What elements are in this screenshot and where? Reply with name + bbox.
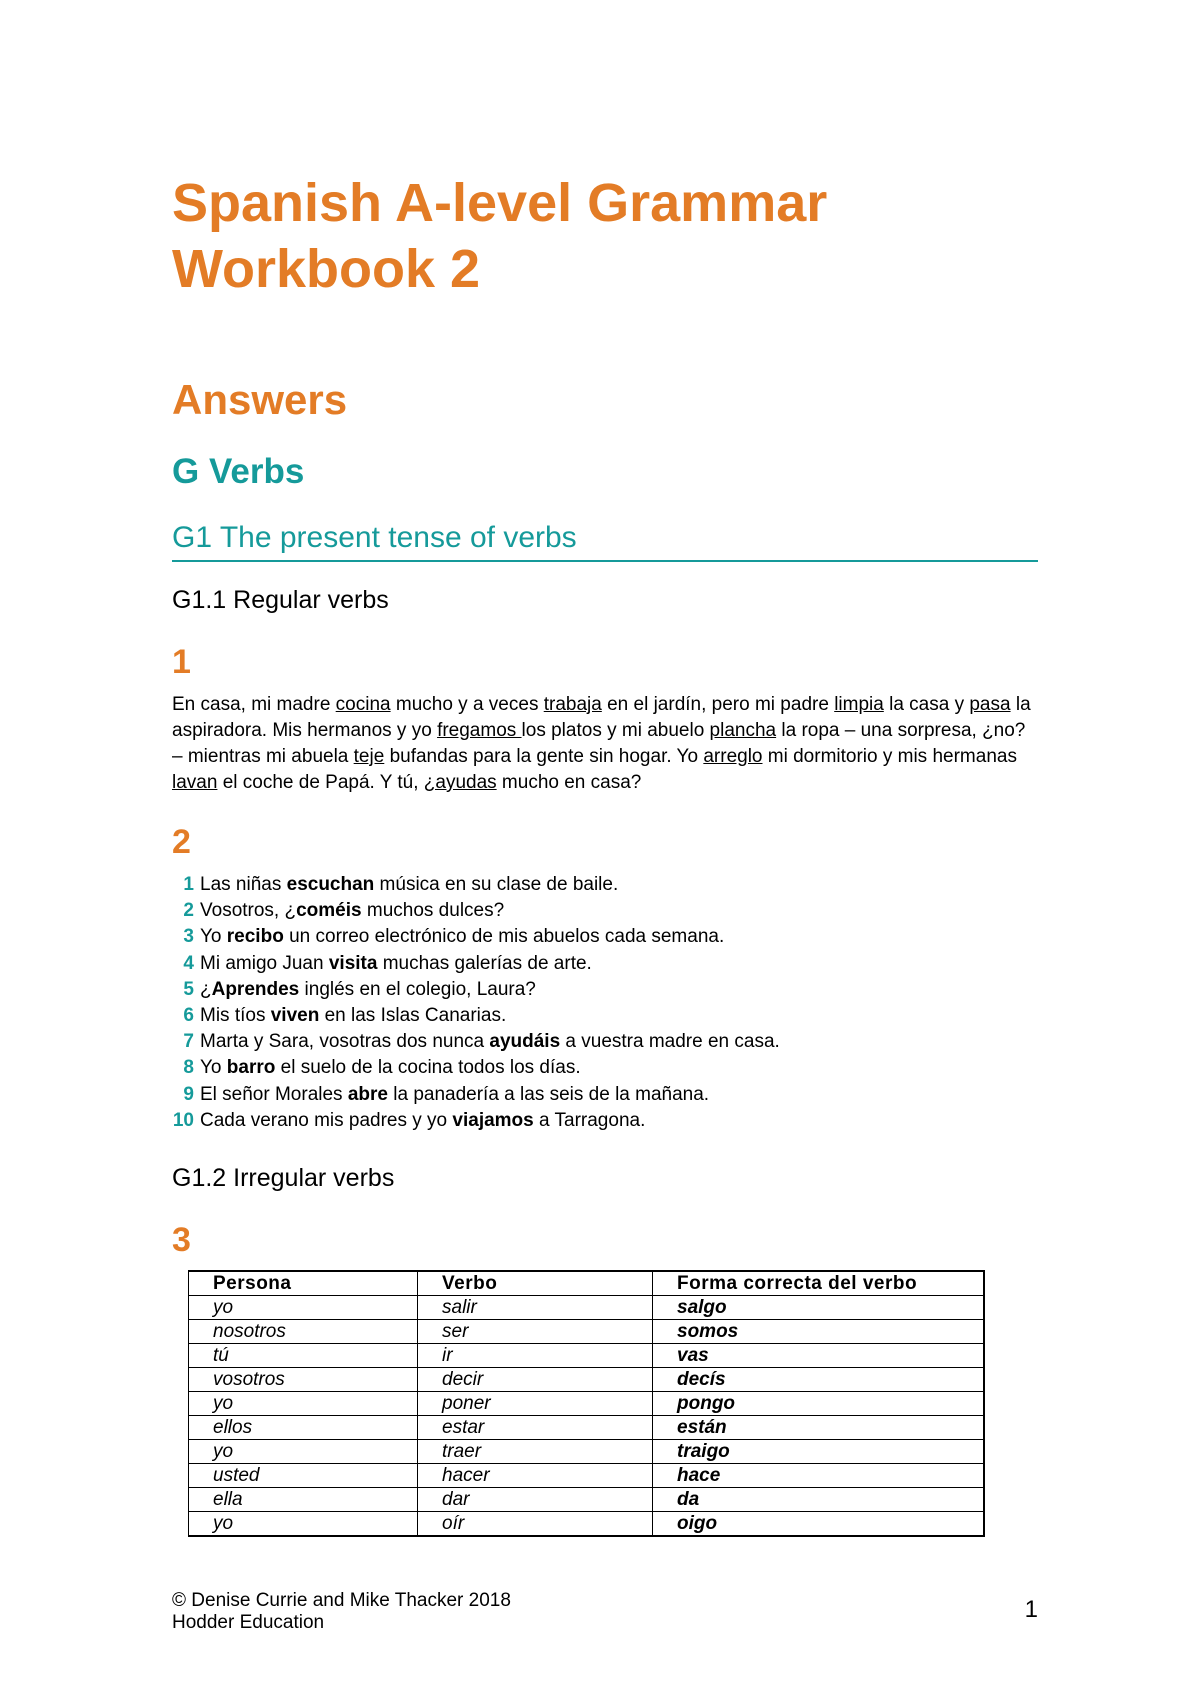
paragraph-text: en el jardín, pero mi padre [601, 694, 835, 715]
list-item-text: Cada verano mis padres y yo [200, 1109, 453, 1131]
table-header-cell: Persona [189, 1271, 418, 1296]
list-item-number: 8 [183, 1057, 194, 1079]
answer-verb: viven [270, 1004, 320, 1026]
table-row [189, 1368, 985, 1392]
list-item-text: muchos dulces? [361, 900, 505, 922]
table-row [189, 1320, 985, 1344]
list-item [164, 898, 1038, 924]
list-item-text: Las niñas [200, 874, 287, 895]
paragraph-text: mucho y a veces [390, 694, 544, 715]
footer-copyright: © Denise Currie and Mike Thacker 2018 [172, 1590, 511, 1611]
list-item-text: Mi amigo Juan [200, 952, 329, 974]
list-item-number: 9 [183, 1083, 194, 1105]
paragraph-text: los platos y mi abuelo [521, 720, 710, 741]
paragraph-text: el coche de Papá. Y tú, [217, 772, 424, 793]
answer-verb: barro [226, 1057, 276, 1079]
list-item [164, 1108, 1038, 1134]
forma-correcta-cell: oigo [653, 1512, 985, 1537]
table-header-cell: Verbo [418, 1271, 653, 1296]
exercise-1-number: 1 [172, 643, 191, 681]
verbo-cell: ir [418, 1344, 653, 1368]
list-item [164, 1055, 1038, 1081]
answer-verb: viajamos [452, 1109, 534, 1131]
paragraph-text: la casa y [883, 694, 970, 715]
page [172, 0, 1038, 1696]
exercise-1-answer-paragraph [172, 692, 1038, 796]
list-item-number: 6 [183, 1004, 194, 1026]
list-item [164, 1029, 1038, 1055]
paragraph-text: bufandas para la gente sin hogar. Yo [384, 746, 704, 767]
list-item-text: Vosotros, ¿ [200, 900, 297, 922]
list-item-text: Marta y Sara, vosotras dos nunca [200, 1031, 490, 1053]
underlined-verb: trabaja [543, 694, 602, 715]
list-item-text: el suelo de la cocina todos los días. [275, 1057, 581, 1079]
list-item [164, 977, 1038, 1003]
exercise-3-number: 3 [172, 1221, 191, 1259]
underlined-verb: cocina [335, 694, 391, 715]
list-item-text: ¿ [200, 978, 212, 1000]
footer [172, 1590, 511, 1634]
forma-correcta-cell: pongo [653, 1392, 985, 1416]
answer-verb: coméis [296, 900, 362, 922]
forma-correcta-cell: da [653, 1488, 985, 1512]
answer-verb: abre [347, 1083, 388, 1105]
title-line-2: Workbook 2 [172, 239, 481, 299]
table-row [189, 1416, 985, 1440]
list-item-text: El señor Morales [200, 1083, 348, 1105]
list-item-text: muchas galerías de arte. [377, 952, 592, 974]
page-number: 1 [1024, 1596, 1038, 1623]
underlined-verb: arreglo [703, 746, 763, 767]
verbo-cell: ser [418, 1320, 653, 1344]
verbo-cell: salir [418, 1296, 653, 1320]
title-line-1: Spanish A-level Grammar [172, 173, 828, 233]
list-item-text: a Tarragona. [533, 1109, 646, 1131]
paragraph-text: mucho en casa? [496, 772, 642, 793]
verbo-cell: dar [418, 1488, 653, 1512]
persona-cell: nosotros [189, 1320, 418, 1344]
persona-cell: vosotros [189, 1368, 418, 1392]
paragraph-text: la aspiradora. Mis hermanos y yo [172, 694, 1031, 741]
persona-cell: ella [189, 1488, 418, 1512]
list-item-text: inglés en el colegio, Laura? [299, 978, 536, 1000]
answer-verb: visita [328, 952, 378, 974]
verbo-cell: hacer [418, 1464, 653, 1488]
verbo-cell: oír [418, 1512, 653, 1537]
list-item-text: la panadería a las seis de la mañana. [387, 1083, 710, 1105]
answer-verb: ayudáis [489, 1031, 561, 1053]
list-item-number: 4 [183, 952, 194, 974]
paragraph-text: En casa, mi madre [172, 694, 336, 715]
underlined-verb: ¿ayudas [423, 772, 497, 793]
list-item [164, 1082, 1038, 1108]
section-heading: G Verbs [172, 452, 305, 491]
exercise-2-answer-list [164, 872, 1038, 1134]
forma-correcta-cell: hace [653, 1464, 985, 1488]
persona-cell: yo [189, 1296, 418, 1320]
forma-correcta-cell: somos [653, 1320, 985, 1344]
answers-heading: Answers [172, 376, 348, 423]
persona-cell: yo [189, 1440, 418, 1464]
list-item [164, 951, 1038, 977]
table-row [189, 1296, 985, 1320]
underlined-verb: lavan [172, 772, 218, 793]
underlined-verb: teje [353, 746, 385, 767]
table-header-cell: Forma correcta del verbo [653, 1271, 985, 1296]
persona-cell: usted [189, 1464, 418, 1488]
list-item [164, 1003, 1038, 1029]
answer-verb: Aprendes [211, 978, 300, 1000]
paragraph-text: mi dormitorio y mis hermanas [762, 746, 1017, 767]
table-row [189, 1344, 985, 1368]
underlined-verb: plancha [709, 720, 777, 741]
list-item-number: 1 [183, 874, 194, 895]
list-item [164, 924, 1038, 950]
list-item-number: 5 [183, 978, 194, 1000]
table-row [189, 1488, 985, 1512]
list-item-text: a vuestra madre en casa. [560, 1031, 780, 1053]
persona-cell: yo [189, 1512, 418, 1537]
list-item-text: un correo electrónico de mis abuelos cada semana. [283, 926, 725, 948]
list-item-number: 3 [183, 926, 194, 948]
verbo-cell: traer [418, 1440, 653, 1464]
forma-correcta-cell: están [653, 1416, 985, 1440]
verbo-cell: decir [418, 1368, 653, 1392]
exercise-3-verb-table [188, 1270, 985, 1537]
table-row [189, 1440, 985, 1464]
list-item-number: 2 [183, 900, 194, 922]
verbo-cell: poner [418, 1392, 653, 1416]
forma-correcta-cell: vas [653, 1344, 985, 1368]
table-row [189, 1392, 985, 1416]
footer-publisher: Hodder Education [172, 1612, 325, 1633]
list-item-text: Mis tíos [200, 1004, 271, 1026]
table-row [189, 1464, 985, 1488]
answer-verb: recibo [226, 926, 284, 948]
verbo-cell: estar [418, 1416, 653, 1440]
underlined-verb: fregamos [437, 720, 522, 741]
subheading-irregular-verbs: G1.2 Irregular verbs [172, 1164, 395, 1192]
persona-cell: tú [189, 1344, 418, 1368]
list-item-text: en las Islas Canarias. [319, 1004, 507, 1026]
list-item [164, 872, 1038, 898]
exercise-2-number: 2 [172, 823, 191, 861]
forma-correcta-cell: decís [653, 1368, 985, 1392]
document-title [172, 170, 827, 302]
subsection-heading: G1 The present tense of verbs [172, 518, 1038, 562]
subheading-regular-verbs: G1.1 Regular verbs [172, 586, 389, 614]
list-item-number: 7 [183, 1031, 194, 1053]
forma-correcta-cell: salgo [653, 1296, 985, 1320]
persona-cell: yo [189, 1392, 418, 1416]
underlined-verb: pasa [969, 694, 1011, 715]
underlined-verb: limpia [834, 694, 884, 715]
list-item-text: Yo [200, 1057, 227, 1079]
persona-cell: ellos [189, 1416, 418, 1440]
paragraph-text: la ropa – una sorpresa, ¿no? – mientras mi abuela [172, 720, 1026, 767]
answer-verb: escuchan [286, 874, 375, 895]
list-item-number: 10 [172, 1109, 194, 1131]
list-item-text: Yo [200, 926, 227, 948]
table-header-row [189, 1271, 985, 1296]
table-row [189, 1512, 985, 1537]
forma-correcta-cell: traigo [653, 1440, 985, 1464]
list-item-text: música en su clase de baile. [374, 874, 619, 895]
